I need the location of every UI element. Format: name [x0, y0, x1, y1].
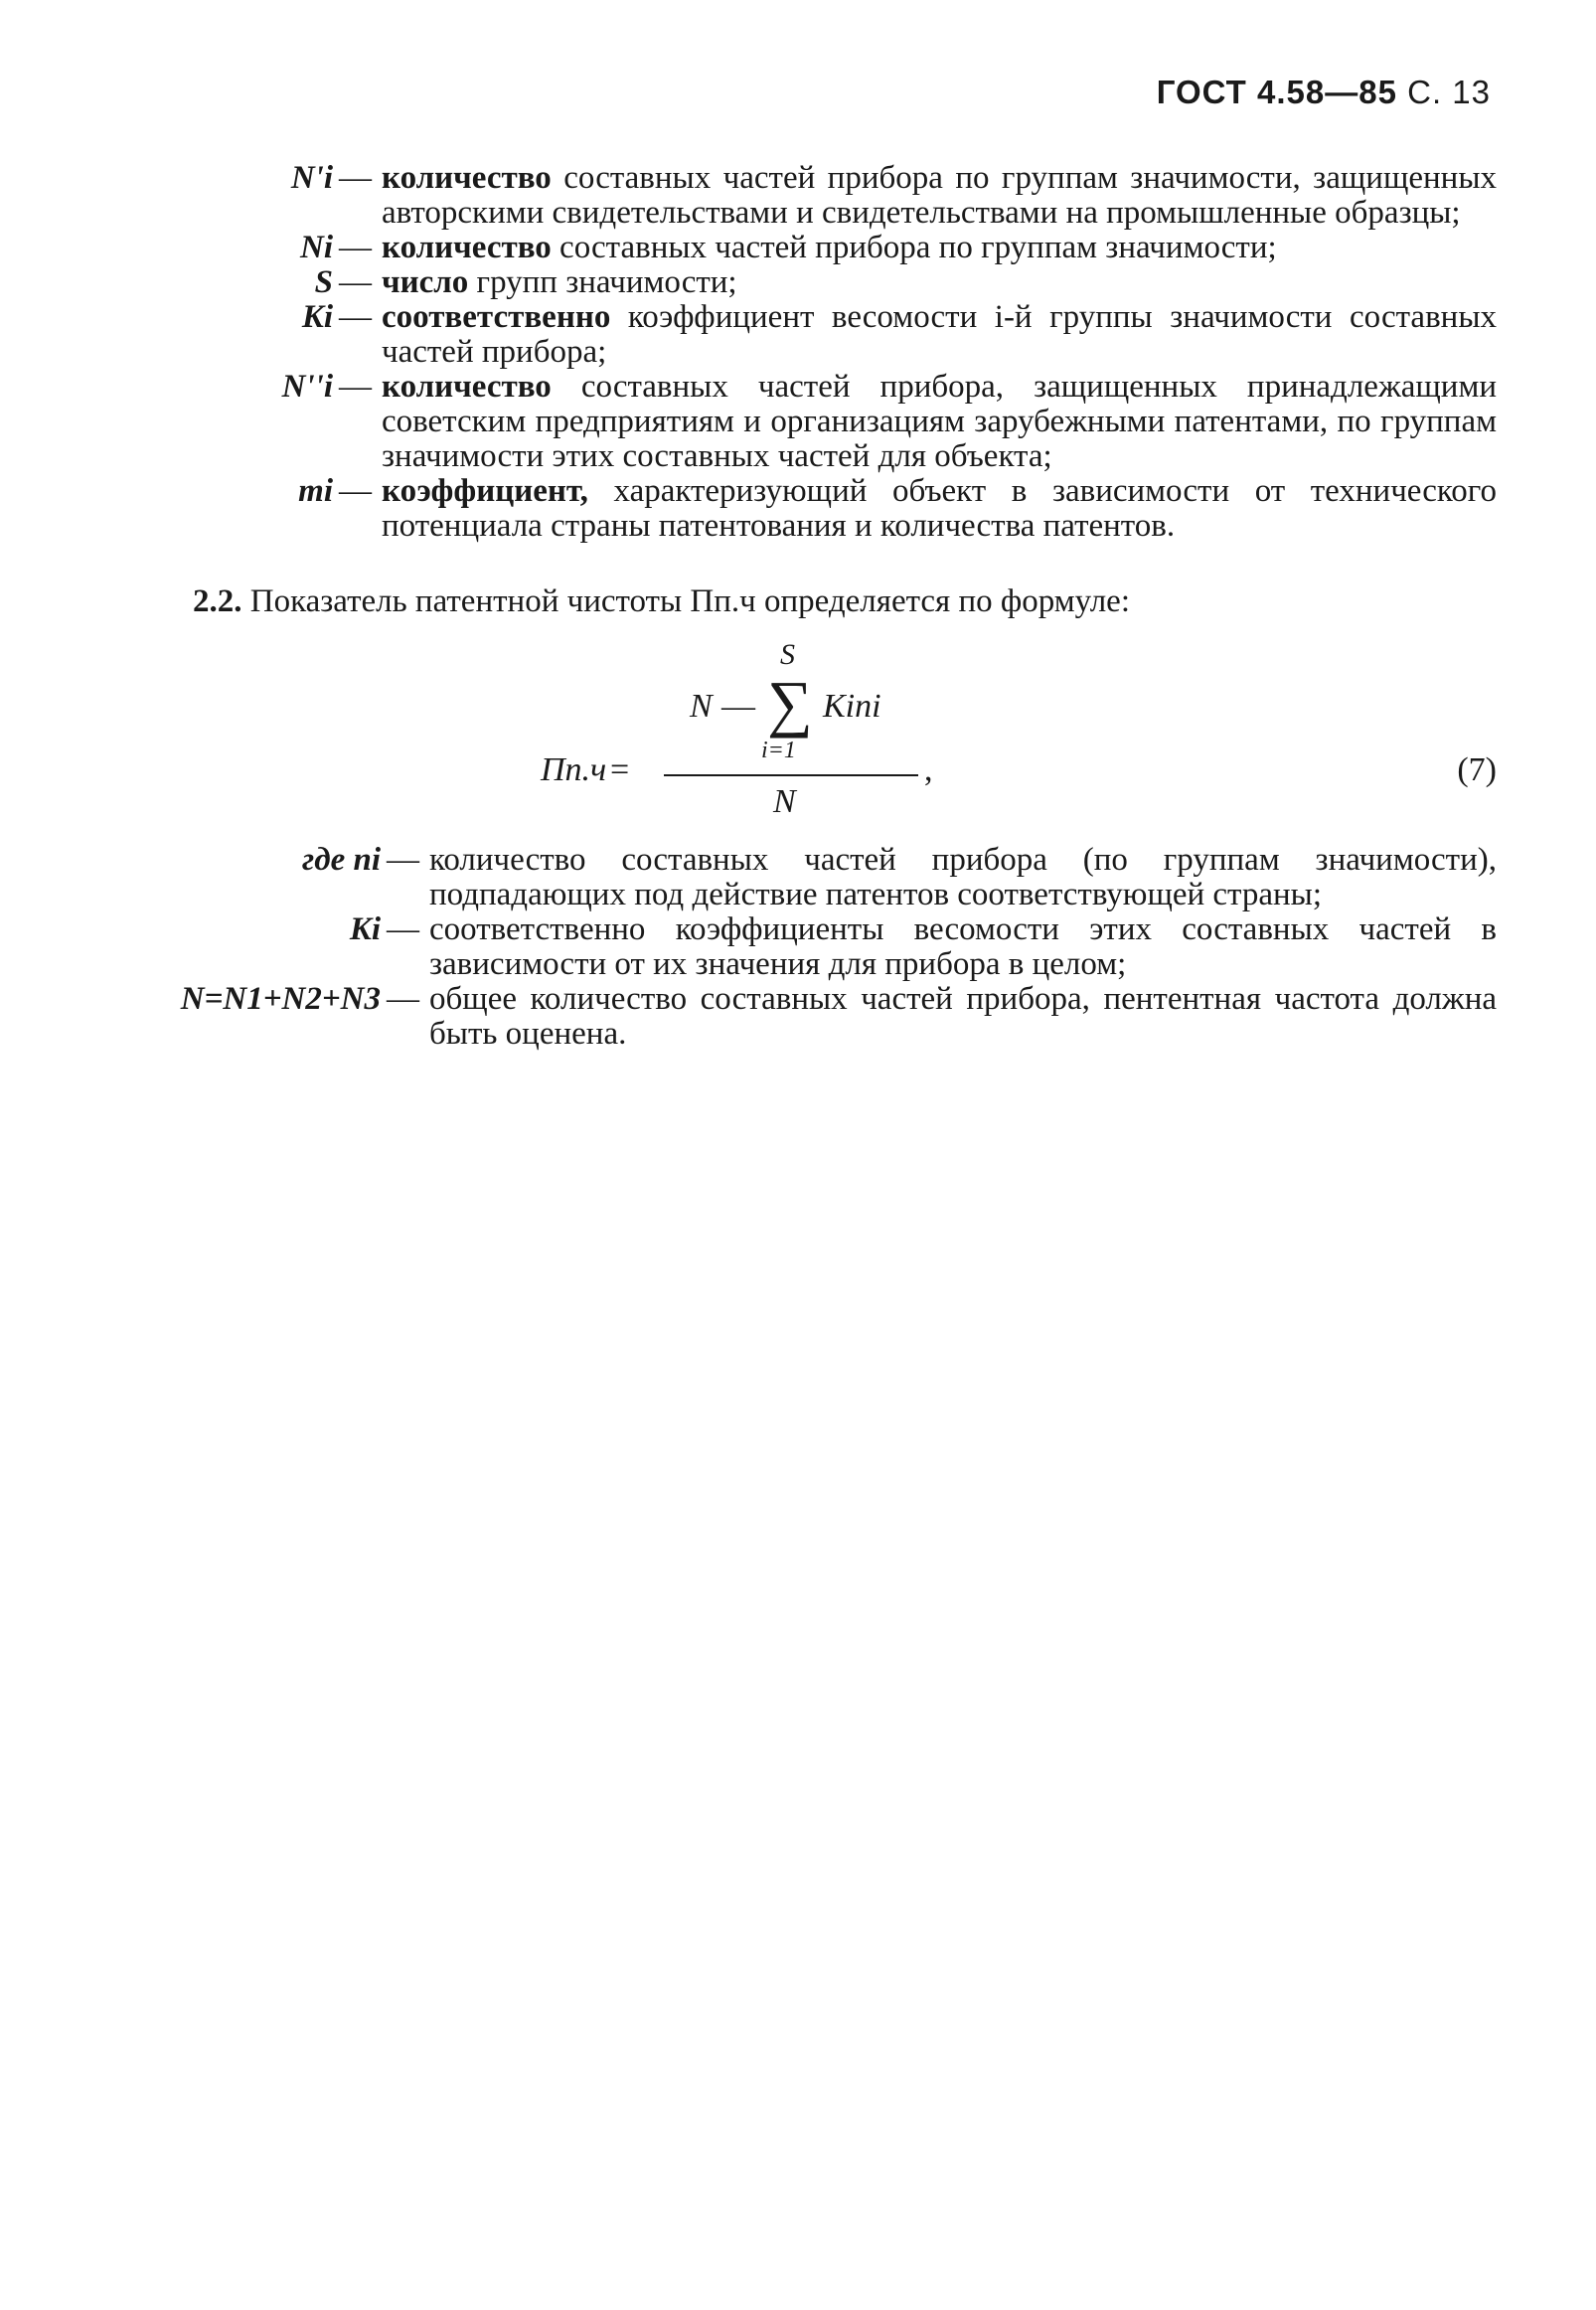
definition-body: составных частей прибора по группам значимости, защищенных авторскими свидетельствами и свидетельствами на промышленные образцы;	[382, 160, 1497, 231]
definition-dash: —	[339, 299, 372, 335]
definition-text	[382, 161, 1497, 231]
definition-text	[382, 474, 1497, 544]
formula-equals: =	[610, 751, 630, 788]
definitions-list-1	[179, 161, 1497, 544]
definition-dash: —	[339, 264, 372, 300]
formula-number: (7)	[1457, 751, 1497, 788]
definition-dash: —	[339, 230, 372, 265]
definition-text	[382, 370, 1497, 474]
standard-number: ГОСТ 4.58—85	[1156, 74, 1397, 110]
definition-text: соответственно коэффициенты весомости этих составных частей в зависимости от их значения для прибора в целом;	[429, 911, 1497, 982]
definition-term: Ki	[349, 911, 381, 947]
definition-body: групп значимости;	[476, 264, 737, 300]
definition-text: общее количество составных частей прибора, пентентная частота должна быть оценена.	[429, 981, 1497, 1052]
definition-lead: количество	[382, 160, 552, 196]
formula-comma: ,	[924, 751, 933, 788]
paragraph-number: 2.2.	[193, 583, 242, 619]
definition-item	[179, 370, 1497, 474]
definition-item	[179, 231, 1497, 265]
definition-body: составных частей прибора, защищенных принадлежащими советским предприятиям и организациям зарубежными патентами, по группам значимости этих составных частей для объекта;	[382, 369, 1498, 474]
definition-term: N''i	[281, 369, 333, 405]
paragraph-text: Показатель патентной чистоты Пп.ч определяется по формуле:	[249, 583, 1130, 619]
definition-text	[382, 300, 1497, 370]
definition-text: количество составных частей прибора (по группам значимости), подпадающих под действие патентов соответствующей страны;	[429, 842, 1497, 912]
definition-term: S	[314, 264, 333, 300]
definition-lead: соответственно	[382, 299, 611, 335]
definition-dash: —	[339, 160, 372, 196]
definition-term: где ni	[302, 842, 381, 878]
fraction-bar	[664, 774, 918, 776]
formula-lhs: Пп.ч	[541, 751, 607, 788]
definition-body: коэффициент весомости i-й группы значимости составных частей прибора;	[382, 299, 1497, 370]
definition-item	[179, 265, 1497, 300]
definition-lead: коэффициент,	[382, 473, 588, 509]
definition-term: N'i	[290, 160, 333, 196]
summation-sign: ∑	[767, 668, 813, 739]
definition-item	[127, 912, 1497, 982]
formula-numerator-n: N	[690, 688, 713, 725]
definition-item	[179, 300, 1497, 370]
definition-body: характеризующий объект в зависимости от технического потенциала страны патентования и количества патентов.	[382, 473, 1497, 544]
definitions-list-2	[127, 843, 1497, 1052]
definition-term: Ni	[300, 230, 333, 265]
definition-text	[382, 231, 1497, 265]
definition-lead: количество	[382, 369, 552, 405]
paragraph-2-2	[193, 584, 1497, 619]
definition-item	[179, 161, 1497, 231]
definition-dash: —	[387, 842, 419, 878]
formula-minus: —	[721, 688, 755, 725]
definition-term: Ki	[301, 299, 333, 335]
definition-dash: —	[387, 981, 419, 1017]
definition-item	[179, 474, 1497, 544]
formula-denominator: N	[773, 783, 796, 820]
definition-text	[382, 265, 1497, 300]
definition-item	[127, 982, 1497, 1052]
sum-upper-limit: S	[780, 638, 795, 671]
definition-lead: число	[382, 264, 469, 300]
definition-lead: количество	[382, 230, 552, 265]
page-number: С. 13	[1407, 74, 1491, 110]
sum-term: Kini	[823, 688, 881, 725]
definition-term: N=N1+N2+N3	[180, 981, 381, 1017]
formula-7	[0, 638, 1596, 833]
sum-lower-limit: i=1	[761, 738, 796, 763]
definition-item	[127, 843, 1497, 912]
page-header	[1157, 74, 1491, 111]
definition-term: mi	[298, 473, 333, 509]
definition-dash: —	[339, 369, 372, 405]
definition-dash: —	[339, 473, 372, 509]
definition-dash: —	[387, 911, 419, 947]
definition-body: составных частей прибора по группам значимости;	[559, 230, 1277, 265]
